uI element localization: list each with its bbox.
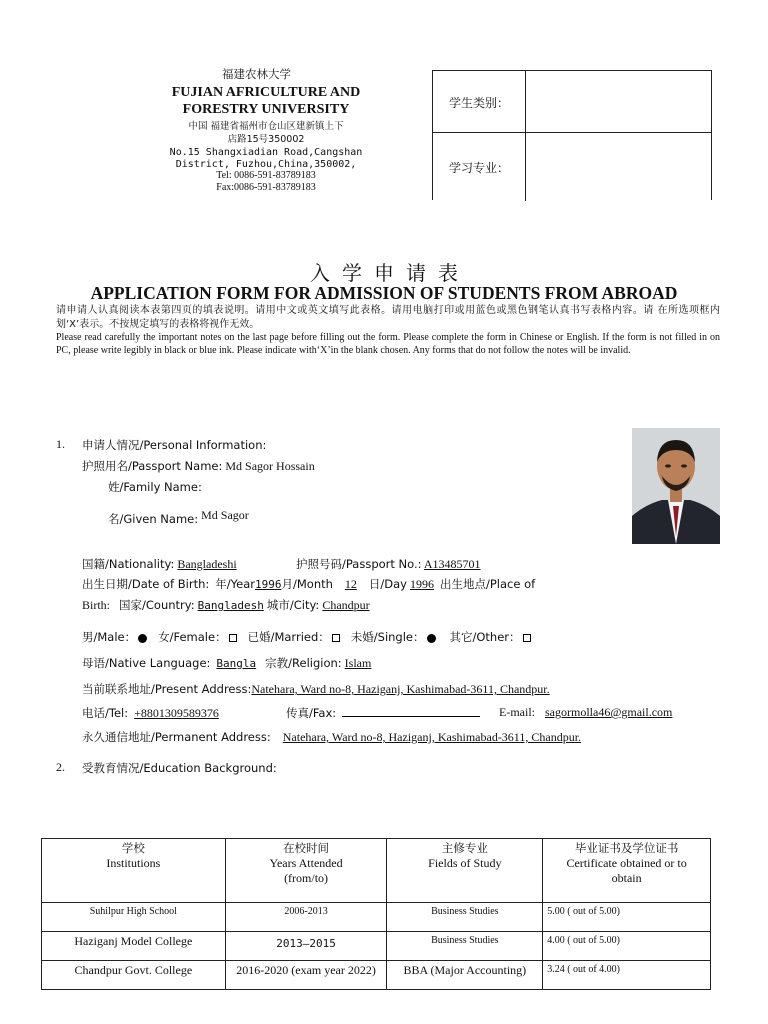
present-address-value: Natehara, Ward no-8, Haziganj, Kashimabad-3611, Chandpur. [251, 682, 550, 696]
address-en-line2: District, Fuzhou,China,350002, [175, 159, 357, 170]
nationality-row [82, 556, 237, 572]
female-checkbox[interactable] [229, 634, 237, 642]
header-institutions: 学校 Institutions [42, 839, 226, 903]
passport-no-value: A13485701 [423, 557, 481, 571]
address-cn-line1: 中国 福建省福州市仓山区建新镇上下 [188, 121, 344, 132]
dob-label: 出生日期/Date of Birth: [82, 577, 210, 591]
notes-en: Please read carefully the important notes on the last page before filling out the form. Please complete the form in Chinese or English. If the form is not filled in on PC, please write legibly in black or blue ink. Please indicate with‘X’in the blank chosen. Any forms that do not follow the notes will be invalid. [56, 332, 720, 356]
university-tel: Tel: 0086-591-83789183 [216, 170, 316, 181]
years-cell: 2013–2015 [225, 932, 387, 961]
email-row [499, 705, 676, 720]
month-value: 12 [344, 577, 357, 591]
major-label: 学习专业： [449, 161, 510, 175]
section-2-title: 受教育情况/Education Background: [82, 761, 277, 775]
dob-row [82, 576, 535, 592]
present-address-row [82, 681, 550, 697]
university-fax: Fax:0086-591-83789183 [216, 182, 316, 193]
header-fields: 主修专业 Fields of Study [387, 839, 543, 903]
passport-name-value: Md Sagor Hossain [225, 459, 315, 473]
fax-label: 传真/Fax: [286, 706, 337, 720]
permanent-address-row [82, 729, 581, 745]
given-name-label: 名/Given Name: [108, 512, 199, 526]
education-table-header [42, 839, 711, 903]
section-1-title: 申请人情况/Personal Information: [82, 438, 267, 452]
tel-row [82, 705, 219, 721]
office-use-box [432, 70, 712, 200]
address-cn-line2: 店路15号350002 [227, 134, 305, 145]
field-cell: Business Studies [387, 903, 543, 932]
passport-name-label: 护照用名/Passport Name: [82, 459, 223, 473]
institution-cell: Haziganj Model College [42, 932, 226, 961]
address-cn [158, 120, 374, 146]
married-checkbox[interactable] [332, 634, 340, 642]
university-name-line2: FORESTRY UNIVERSITY [182, 102, 350, 117]
table-row [42, 932, 711, 961]
nationality-value: Bangladeshi [177, 557, 237, 571]
section-1-number: 1. [56, 437, 65, 451]
university-name-cn: 福建农林大学 [222, 67, 291, 81]
religion-value: Islam [344, 656, 372, 670]
fax-row [286, 705, 480, 721]
birthplace-row [82, 597, 370, 613]
day-value: 1996 [410, 577, 434, 591]
language-label: 母语/Native Language: [82, 656, 211, 670]
address-en [158, 147, 374, 171]
other-checkbox[interactable] [523, 634, 531, 642]
header-years: 在校时间 Years Attended (from/to) [225, 839, 387, 903]
country-value: Bangladesh [197, 599, 264, 612]
tel-value: +8801309589376 [134, 706, 219, 720]
email-value: sagormolla46@gmail.com [545, 705, 673, 719]
given-name-value: Md Sagor [201, 508, 249, 522]
gender-marital-row [82, 629, 533, 645]
other-label: 其它/Other： [449, 630, 521, 644]
applicant-photo [632, 428, 720, 544]
email-label: E-mail: [499, 705, 535, 719]
years-cell: 2016-2020 (exam year 2022) [225, 961, 387, 990]
passport-name-row [82, 458, 315, 474]
address-en-line1: No.15 Shangxiadian Road,Cangshan [169, 147, 363, 158]
single-label: 未婚/Single： [350, 630, 425, 644]
form-title-en: APPLICATION FORM FOR ADMISSION OF STUDENTS FROM ABROAD [90, 283, 678, 303]
permanent-address-value: Natehara, Ward no-8, Haziganj, Kashimabad-3611, Chandpur. [282, 730, 582, 744]
month-label: 月/Month [281, 577, 333, 591]
single-selected-dot[interactable] [427, 634, 436, 643]
field-cell: BBA (Major Accounting) [387, 961, 543, 990]
tel-label: 电话/Tel: [82, 706, 129, 720]
city-label: 城市/City: [266, 598, 320, 612]
birth-label: Birth: [82, 598, 111, 612]
contact-numbers [158, 170, 374, 194]
years-cell: 2006-2013 [225, 903, 387, 932]
institution-cell: Suhilpur High School [42, 903, 226, 932]
header-certificate: 毕业证书及学位证书 Certificate obtained or to obtain [543, 839, 711, 903]
notes-cn: 请申请人认真阅读本表第四页的填表说明。请用中文或英文填写此表格。请用电脑打印或用蓝色或黑色钢笔认真书写表格内容。请 在所选项框内划‘X’表示。不按规定填写的表格将视作无效。 [56, 305, 720, 330]
certificate-cell: 5.00 ( out of 5.00) [543, 903, 711, 932]
language-value: Bangla [216, 657, 257, 670]
male-label: 男/Male： [82, 630, 137, 644]
university-name-line1: FUJIAN AFRICULTURE AND [171, 85, 361, 100]
given-name-row [108, 508, 249, 527]
permanent-address-label: 永久通信地址/Permanent Address: [82, 730, 271, 744]
fax-blank-line [342, 706, 480, 717]
year-label: 年/Year [215, 577, 255, 591]
city-value: Chandpur [322, 598, 370, 612]
present-address-label: 当前联系地址/Present Address: [82, 682, 252, 696]
education-table [41, 838, 711, 990]
certificate-cell: 4.00 ( out of 5.00) [543, 932, 711, 961]
nationality-label: 国籍/Nationality: [82, 557, 175, 571]
country-label: 国家/Country: [119, 598, 195, 612]
passport-no-row [296, 556, 481, 572]
university-name-en [160, 84, 372, 118]
married-label: 已婚/Married： [247, 630, 330, 644]
table-row [42, 903, 711, 932]
year-value: 1996 [254, 578, 282, 591]
male-selected-dot[interactable] [138, 634, 147, 643]
family-name-label: 姓/Family Name: [108, 480, 202, 494]
form-title-cn: 入学申请表 [310, 261, 470, 285]
section-2-number: 2. [56, 760, 65, 774]
pob-label: 出生地点/Place of [440, 577, 536, 591]
institution-cell: Chandpur Govt. College [42, 961, 226, 990]
field-cell: Business Studies [387, 932, 543, 961]
language-row [82, 655, 381, 671]
female-label: 女/Female： [158, 630, 227, 644]
table-row [42, 961, 711, 990]
day-label: 日/Day [368, 577, 407, 591]
certificate-cell: 3.24 ( out of 4.00) [543, 961, 711, 990]
religion-label: 宗教/Religion: [265, 656, 342, 670]
student-type-label: 学生类别： [449, 96, 510, 110]
passport-no-label: 护照号码/Passport No.: [296, 557, 422, 571]
